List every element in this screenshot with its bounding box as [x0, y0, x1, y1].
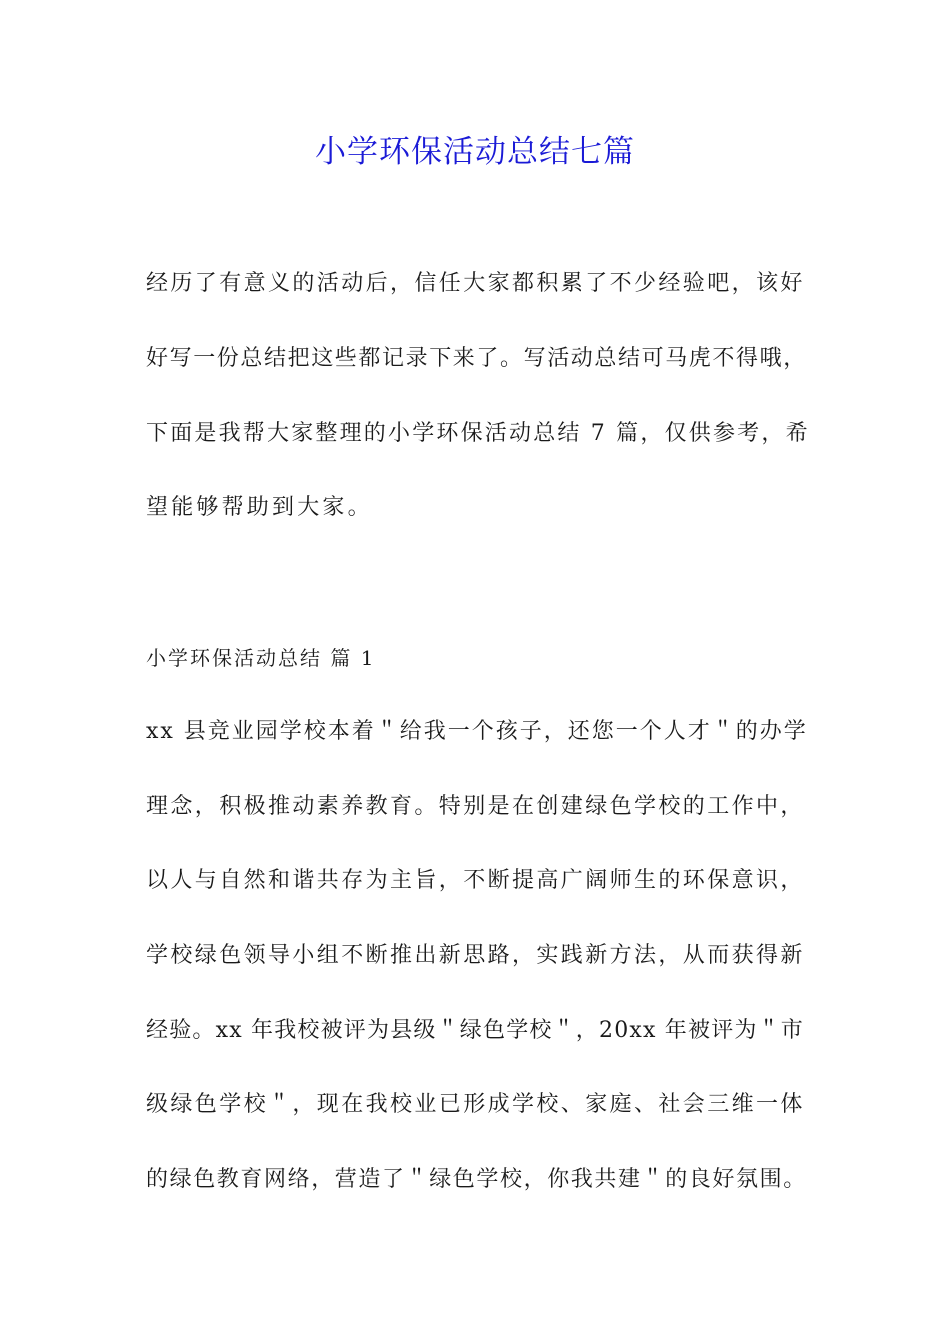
- body-line: 理念，积极推动素养教育。特别是在创建绿色学校的工作中，: [146, 794, 805, 819]
- body-line: 经验。xx 年我校被评为县级＂绿色学校＂，20xx 年被评为＂市: [146, 1018, 805, 1043]
- body-line: 以人与自然和谐共存为主旨，不断提高广阔师生的环保意识，: [146, 868, 805, 893]
- intro-line: 下面是我帮大家整理的小学环保活动总结 7 篇，仅供参考，希: [146, 421, 810, 446]
- intro-line: 经历了有意义的活动后，信任大家都积累了不少经验吧，该好: [146, 271, 805, 296]
- intro-line: 好写一份总结把这些都记录下来了。写活动总结可马虎不得哦，: [146, 346, 807, 371]
- section-heading: 小学环保活动总结 篇 1: [146, 646, 376, 670]
- body-line: 学校绿色领导小组不断推出新思路，实践新方法，从而获得新: [146, 943, 805, 968]
- body-line: 级绿色学校＂，现在我校业已形成学校、家庭、社会三维一体: [146, 1092, 805, 1117]
- document-title: 小学环保活动总结七篇: [315, 134, 635, 170]
- body-line: 的绿色教育网络，营造了＂绿色学校，你我共建＂的良好氛围。: [146, 1167, 807, 1192]
- body-line: xx 县竞业园学校本着＂给我一个孩子，还您一个人才＂的办学: [146, 719, 808, 744]
- intro-line: 望能够帮助到大家。: [146, 495, 373, 520]
